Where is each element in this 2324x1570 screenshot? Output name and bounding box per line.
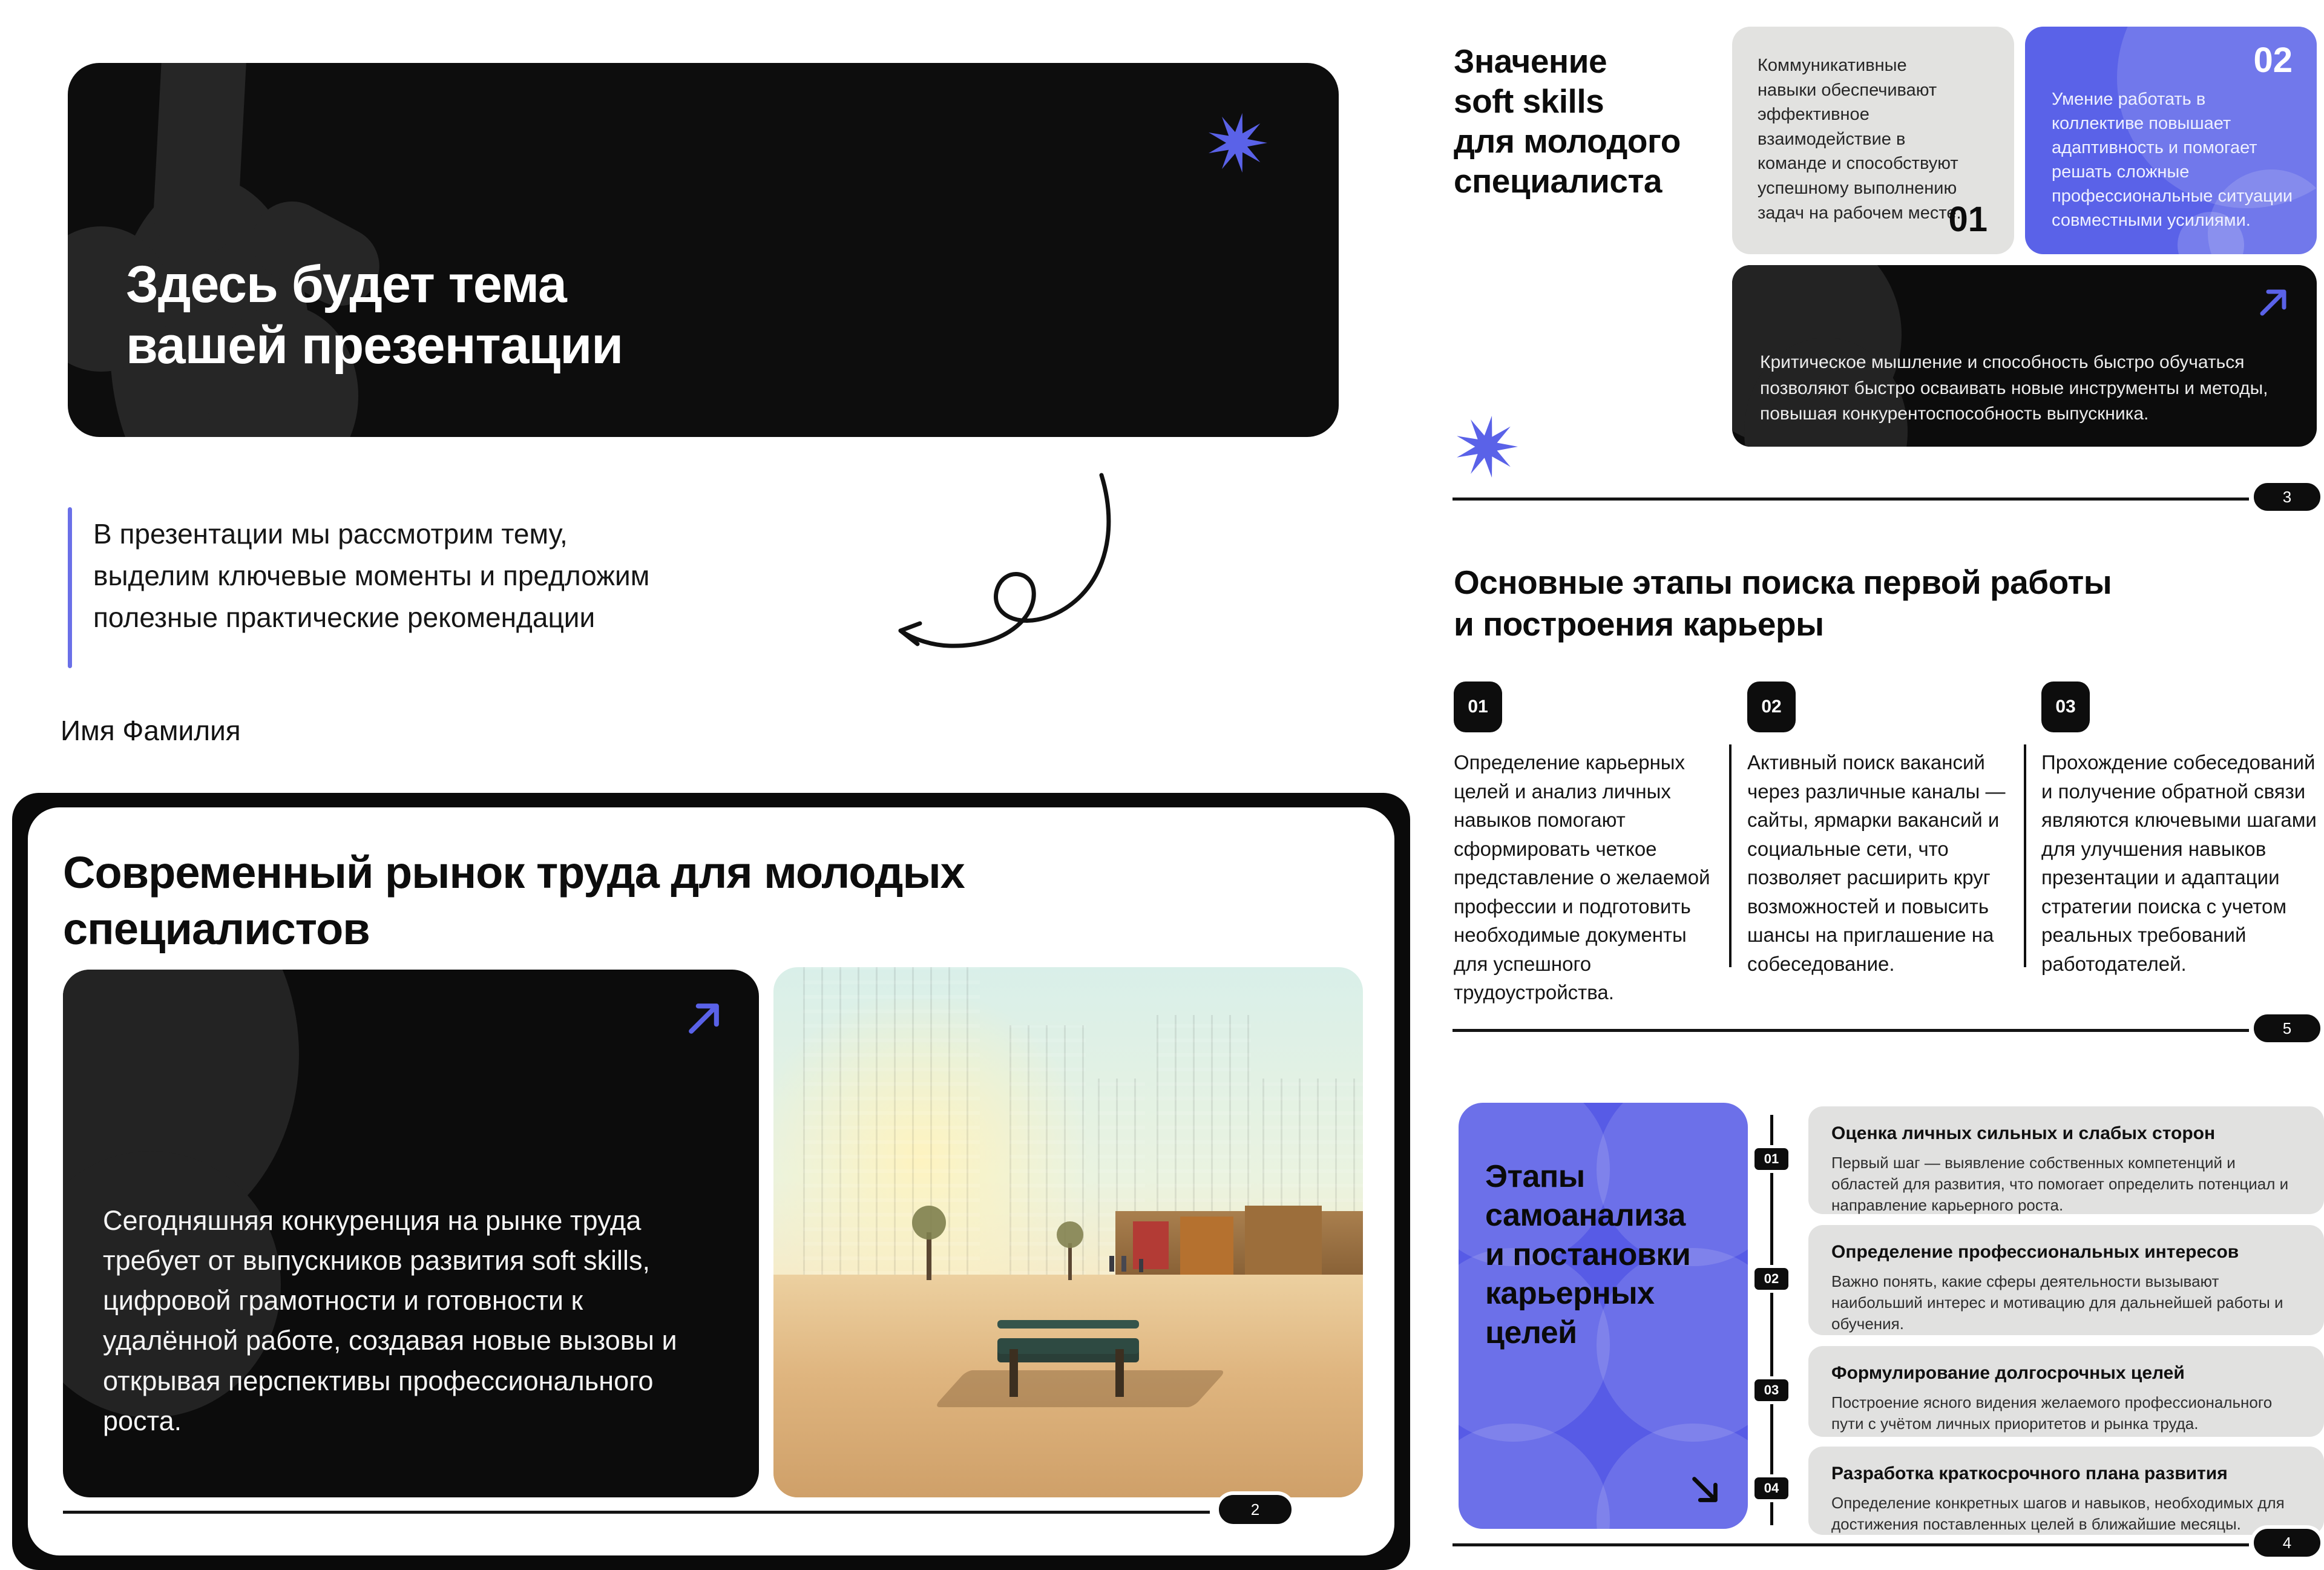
list-item xyxy=(1808,1106,2324,1214)
squiggle-arrow-icon xyxy=(841,466,1126,666)
decorative-circle xyxy=(1459,1424,1610,1529)
author-name: Имя Фамилия xyxy=(61,715,241,746)
skill-card-text: Коммуникативные навыки обеспечивают эффективное взаимодействие в команде и способствуют успешному выполнению задач на рабочем месте. xyxy=(1758,56,1961,223)
slide-divider xyxy=(63,1511,1210,1514)
decorative-circle xyxy=(1597,1424,1748,1529)
tree-trunk xyxy=(1068,1243,1072,1280)
step-number-badge: 01 xyxy=(1454,682,1502,732)
skill-card-3 xyxy=(1732,265,2317,447)
item-number-badge: 04 xyxy=(1751,1474,1791,1502)
list-item-title: Определение профессиональных интересов xyxy=(1831,1242,2239,1262)
step-text: Определение карьерных целей и анализ личных навыков помогают сформировать четкое представление о желаемой профессии и подготовить необходимые документы для успешного трудоустройства. xyxy=(1454,751,1710,1004)
bench-leg xyxy=(1009,1349,1018,1397)
slide-title: Современный рынок труда для молодых специалистов xyxy=(63,847,965,954)
slide-3-soft-skills[interactable] xyxy=(1452,0,2324,531)
card-number: 01 xyxy=(1948,200,1988,239)
pedestrian xyxy=(1109,1256,1114,1272)
page-badge: 2 xyxy=(1215,1491,1295,1528)
presentation-title: Здесь будет тема вашей презентации xyxy=(126,255,623,375)
building xyxy=(803,967,980,1275)
slide-divider xyxy=(1452,498,2249,501)
asterisk-icon xyxy=(1207,113,1267,173)
page-badge: 3 xyxy=(2250,479,2324,514)
page-badge: 4 xyxy=(2250,1525,2324,1560)
accent-bar xyxy=(68,507,72,668)
column-divider xyxy=(2024,744,2026,967)
list-item xyxy=(1808,1346,2324,1437)
slide-2-labor-market[interactable] xyxy=(12,793,1410,1570)
slide-title: Этапы самоанализа и постановки карьерных целей xyxy=(1485,1159,1691,1350)
item-number-badge: 02 xyxy=(1751,1265,1791,1293)
text-card xyxy=(63,970,759,1497)
slide-4-self-analysis[interactable] xyxy=(1452,1064,2324,1570)
list-item-title: Формулирование долгосрочных целей xyxy=(1831,1363,2185,1383)
skill-card-1 xyxy=(1732,27,2014,254)
arrow-up-right-icon xyxy=(2254,283,2293,322)
skill-card-text: Умение работать в коллективе повышает адаптивность и помогает решать сложные профессиональные ситуации совместными усилиями. xyxy=(2052,89,2293,230)
page-badge: 5 xyxy=(2250,1011,2324,1046)
slide-body-text: Сегодняшняя конкуренция на рынке труда требует от выпускников развития soft skills, цифровой грамотности и готовности к удалённой работе, создавая новые вызовы и открывая перспективы профессионального роста. xyxy=(103,1205,677,1436)
slide-title: Основные этапы поиска первой работы и построения карьеры xyxy=(1454,563,2112,643)
list-item-text: Важно понять, какие сферы деятельности вызывают наибольший интерес и мотивацию для дальнейшей работы и обучения. xyxy=(1831,1272,2283,1333)
list-item-text: Построение ясного видения желаемого профессионального пути с учётом личных приоритетов и рынка труда. xyxy=(1831,1393,2273,1433)
tree-canopy xyxy=(1057,1221,1083,1248)
list-item-text: Определение конкретных шагов и навыков, необходимых для достижения поставленных целей в ближайшие месяцы. xyxy=(1831,1494,2285,1533)
step-number-badge: 03 xyxy=(2041,682,2090,732)
item-number-badge: 01 xyxy=(1751,1145,1791,1173)
arrow-down-right-icon xyxy=(1686,1471,1724,1508)
timeline-line xyxy=(1770,1115,1773,1525)
skill-card-2 xyxy=(2025,27,2317,254)
accent-card xyxy=(1459,1103,1748,1529)
bench-shadow xyxy=(934,1370,1227,1407)
list-item xyxy=(1808,1447,2324,1535)
column-divider xyxy=(1729,744,1732,967)
list-item xyxy=(1808,1225,2324,1335)
slide-title: Значение soft skills для молодого специалиста xyxy=(1454,42,1681,200)
pedestrian xyxy=(1139,1259,1143,1272)
slide-divider xyxy=(1452,1029,2249,1032)
list-item-title: Разработка краткосрочного плана развития xyxy=(1831,1463,2228,1483)
item-number-badge: 03 xyxy=(1751,1376,1791,1404)
skill-card-text: Критическое мышление и способность быстро обучаться позволяют быстро осваивать новые инструменты и методы, повышая конкурентоспособность выпускника. xyxy=(1760,352,2268,424)
pedestrian xyxy=(1121,1256,1126,1272)
city-photo xyxy=(773,967,1363,1497)
billboard xyxy=(1180,1217,1233,1275)
arrow-up-right-icon xyxy=(681,996,726,1041)
tree-canopy xyxy=(912,1206,946,1240)
bench xyxy=(997,1320,1139,1329)
asterisk-icon xyxy=(1455,415,1518,478)
card-number: 02 xyxy=(2253,41,2293,80)
step-number-badge: 02 xyxy=(1747,682,1796,732)
presentation-subtitle: В презентации мы рассмотрим тему, выделим ключевые моменты и предложим полезные практические рекомендации xyxy=(93,518,650,633)
slide-1-title[interactable] xyxy=(0,0,1410,787)
step-text: Активный поиск вакансий через различные каналы — сайты, ярмарки вакансий и социальные сети, что позволяет расширить круг возможностей и повысить шансы на приглашение на собеседование. xyxy=(1747,751,2006,975)
slide-2-inner-card xyxy=(28,807,1394,1555)
slide-5-career-stages[interactable] xyxy=(1452,531,2324,1064)
billboard xyxy=(1245,1206,1322,1275)
list-item-text: Первый шаг — выявление собственных компетенций и областей для развития, что помогает определить потенциал и направление карьерного роста. xyxy=(1831,1154,2289,1214)
slide-divider xyxy=(1452,1543,2249,1546)
step-text: Прохождение собеседований и получение обратной связи являются ключевыми шагами для улучшения навыков презентации и адаптации стратегии поиска с учетом реальных требований работодателей. xyxy=(2041,751,2317,975)
list-item-title: Оценка личных сильных и слабых сторон xyxy=(1831,1123,2216,1143)
bench-leg xyxy=(1115,1349,1124,1397)
title-card xyxy=(68,63,1339,437)
